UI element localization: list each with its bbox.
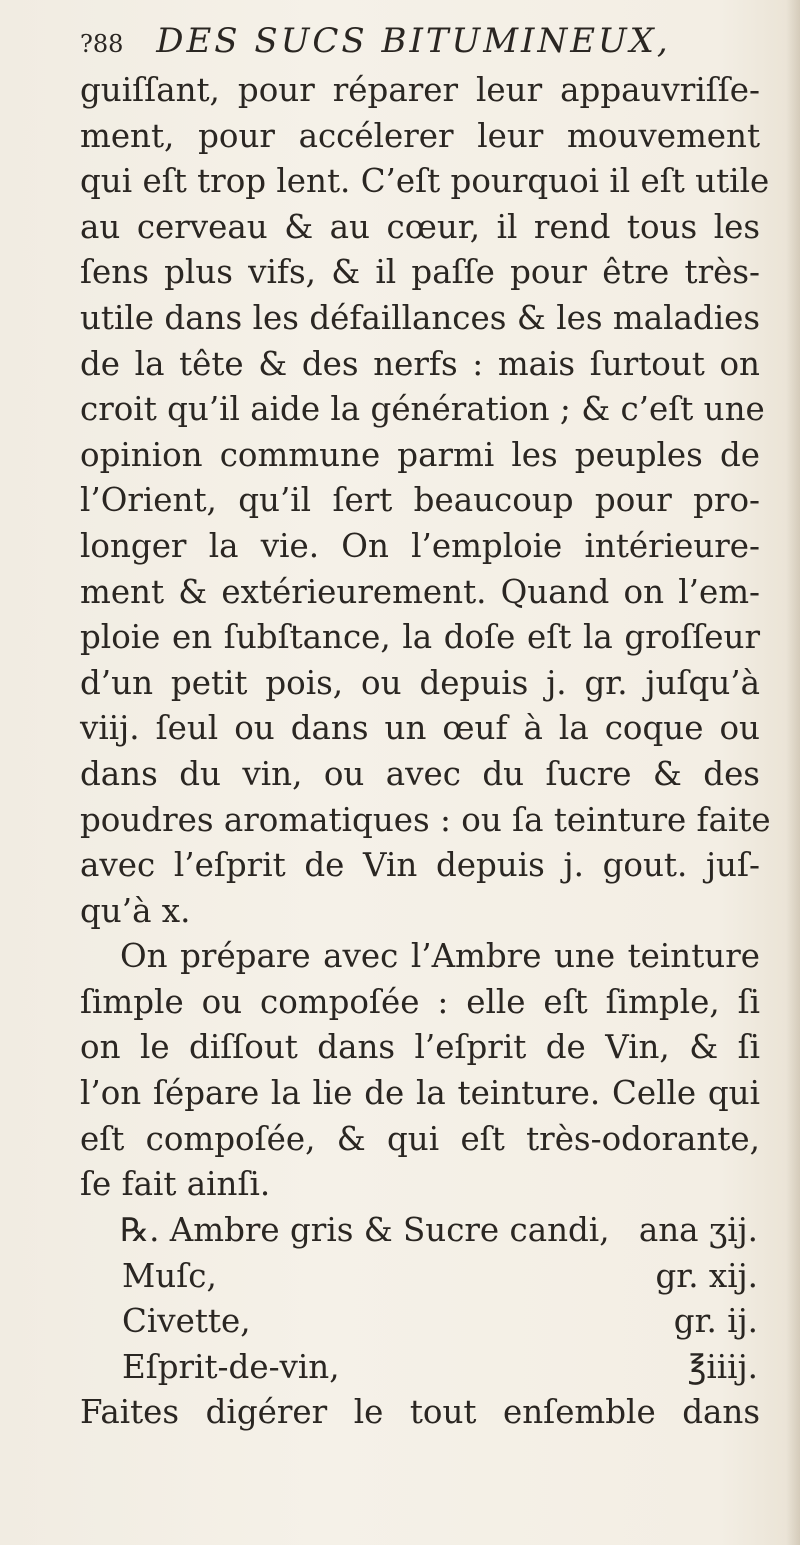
text-line: utile dans les défaillances & les maladies xyxy=(80,298,760,337)
text-line: d’un petit pois, ou depuis j. gr. juſqu’à xyxy=(80,663,760,702)
recipe-block xyxy=(80,1208,760,1436)
recipe-quantity: ana ʒij. xyxy=(638,1211,758,1249)
recipe-quantity: ℥iiij. xyxy=(687,1347,758,1386)
text-line: ſens plus vifs, & il paſſe pour être très- xyxy=(80,253,760,292)
text-line: dans du vin, ou avec du ſucre & des xyxy=(80,754,760,793)
recipe-row xyxy=(80,1254,760,1300)
text-line: ſe fait ainſi. xyxy=(80,1165,271,1204)
text-line: qu’à x. xyxy=(80,891,191,930)
text-line: l’on ſépare la lie de la teinture. Celle qui xyxy=(80,1074,760,1113)
text-line: on le diſſout dans l’eſprit de Vin, & ſi xyxy=(80,1028,760,1067)
recipe-ingredient: Civette, xyxy=(122,1302,251,1341)
paragraph xyxy=(80,68,771,934)
text-line: croit qu’il aide la génération ; & c’eſt une xyxy=(80,390,765,429)
text-line: On prépare avec l’Ambre une teinture xyxy=(120,937,760,976)
text-line: au cerveau & au cœur, il rend tous les xyxy=(80,207,760,246)
paragraph xyxy=(80,934,760,1208)
text-line: qui eſt trop lent. C’eſt pourquoi il eſt utile xyxy=(80,162,770,201)
recipe-ingredient: ℞. Ambre gris & Sucre candi, xyxy=(120,1211,610,1249)
page-number: ?88 xyxy=(80,30,124,58)
text-line: ment & extérieurement. Quand on l’em- xyxy=(80,572,760,611)
running-header xyxy=(80,16,760,66)
text-line: de la tête & des nerfs : mais ſurtout on xyxy=(80,344,760,383)
page-body-text xyxy=(80,68,771,1208)
running-title: DES SUCS BITUMINEUX, xyxy=(156,21,671,61)
text-line: ment, pour accélerer leur mouvement xyxy=(80,116,760,155)
text-line: longer la vie. On l’emploie intérieure- xyxy=(80,526,760,565)
text-line: opinion commune parmi les peuples de xyxy=(80,435,760,474)
recipe-quantity: gr. xij. xyxy=(655,1256,758,1295)
page-edge-shadow xyxy=(786,0,800,1545)
recipe-row xyxy=(80,1345,760,1391)
recipe-row xyxy=(80,1299,760,1345)
text-line: avec l’eſprit de Vin depuis j. gout. juſ- xyxy=(80,846,760,885)
text-line: viij. ſeul ou dans un œuf à la coque ou xyxy=(80,709,760,748)
text-line: ſimple ou compoſée : elle eſt ſimple, ſi xyxy=(80,982,760,1021)
recipe-ingredient: Muſc, xyxy=(122,1256,217,1295)
recipe-closing-line: Faites digérer le tout enſemble dans xyxy=(80,1393,760,1432)
text-line: poudres aromatiques : ou ſa teinture faite xyxy=(80,800,771,839)
text-line: guiſſant, pour réparer leur appauvriſſe- xyxy=(80,71,760,109)
text-line: eſt compoſée, & qui eſt très-odorante, xyxy=(80,1119,760,1158)
recipe-row xyxy=(80,1208,760,1254)
text-line: ploie en ſubſtance, la doſe eſt la groſſeur xyxy=(80,618,760,657)
recipe-ingredient: Eſprit-de-vin, xyxy=(122,1347,340,1386)
recipe-quantity: gr. ij. xyxy=(673,1302,758,1341)
text-line: l’Orient, qu’il ſert beaucoup pour pro- xyxy=(80,481,760,520)
